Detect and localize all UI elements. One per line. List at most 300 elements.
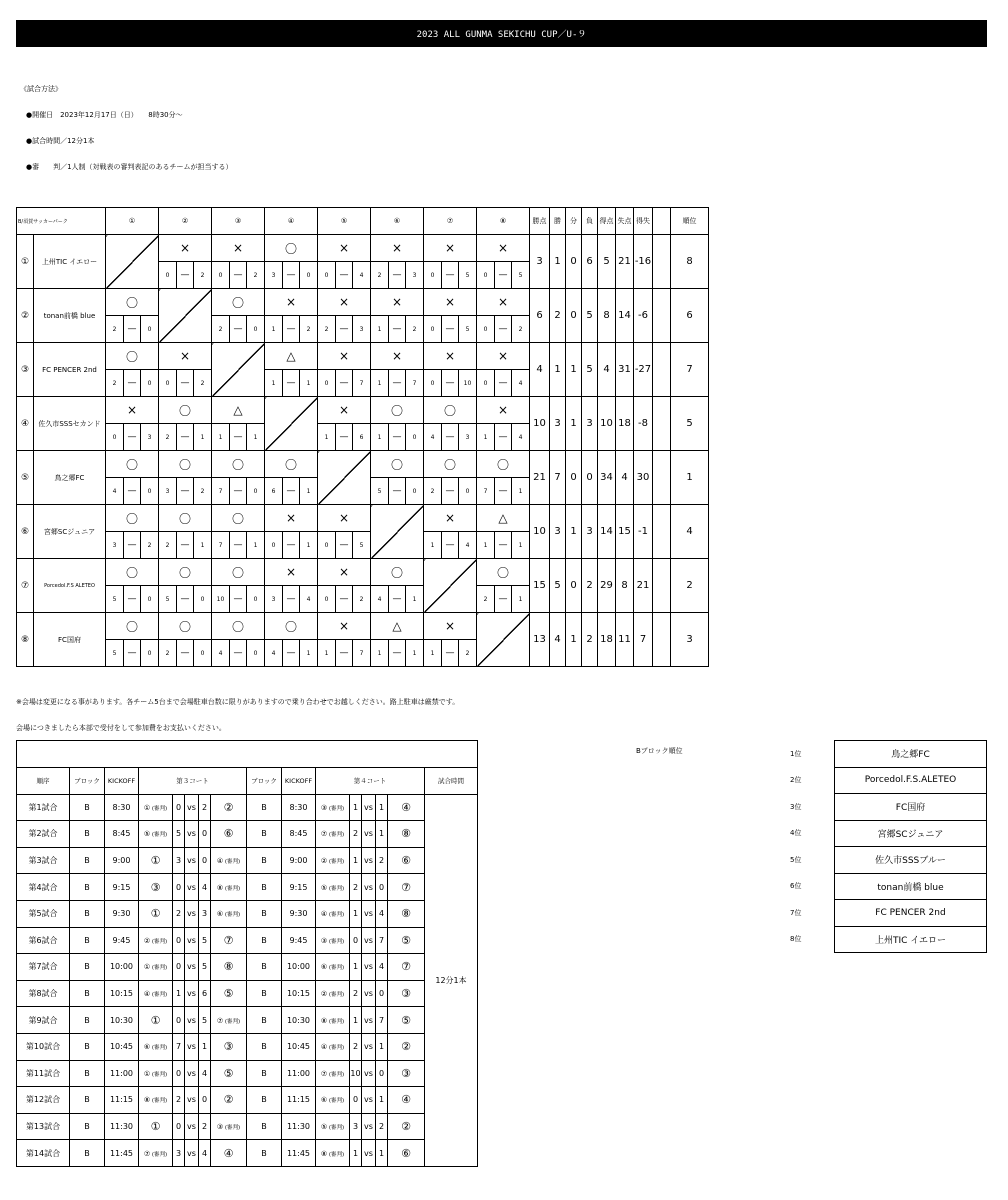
rank-position: 6位 xyxy=(790,882,802,891)
team-number: ④ xyxy=(401,1093,411,1107)
referee-mark: (審判) xyxy=(327,1125,345,1132)
team-number: ⑧ xyxy=(223,960,234,974)
team-number: ⑦ xyxy=(401,960,411,974)
referee-mark: (審判) xyxy=(327,1045,345,1052)
match-team xyxy=(139,980,173,1007)
match-block: B xyxy=(70,874,105,901)
referee-mark: (審判) xyxy=(327,1151,345,1158)
score-home: 3 xyxy=(350,1113,362,1140)
goals-against: 0 xyxy=(406,478,424,505)
match-kickoff: 11:30 xyxy=(105,1113,139,1140)
stat-header: 勝 xyxy=(550,208,566,235)
score-dash: — xyxy=(442,478,459,505)
goals-for: 5 xyxy=(106,586,124,613)
team-number: ⑤ xyxy=(320,883,328,892)
match-block: B xyxy=(247,927,282,954)
goals-against: 3 xyxy=(353,316,371,343)
goals-for: 1 xyxy=(265,370,283,397)
rank-team: tonan前橋 blue xyxy=(835,873,987,900)
score-home: 2 xyxy=(350,821,362,848)
league-table xyxy=(16,207,709,667)
match-kickoff: 9:45 xyxy=(282,927,316,954)
team-stat: 15 xyxy=(616,505,634,559)
match-kickoff: 9:00 xyxy=(282,847,316,874)
score-home: 2 xyxy=(173,1087,185,1114)
team-number: ⑥ xyxy=(223,827,234,841)
team-stat: 1 xyxy=(566,505,582,559)
score-dash: — xyxy=(442,640,459,667)
team-stat: 2 xyxy=(582,613,598,667)
match-kickoff: 8:30 xyxy=(282,794,316,821)
result-symbol: × xyxy=(424,505,477,532)
result-symbol: 〇 xyxy=(212,559,265,586)
referee-mark: (審判) xyxy=(327,1098,345,1105)
goals-for: 1 xyxy=(318,424,336,451)
score-home: 5 xyxy=(173,821,185,848)
score-dash: — xyxy=(336,370,353,397)
match-kickoff: 10:45 xyxy=(105,1033,139,1060)
result-symbol: × xyxy=(318,289,371,316)
goals-against: 0 xyxy=(247,586,265,613)
goals-for: 5 xyxy=(371,478,389,505)
score-away: 0 xyxy=(199,847,211,874)
match-team xyxy=(316,1140,350,1167)
result-symbol: × xyxy=(424,343,477,370)
goals-for: 1 xyxy=(477,532,495,559)
goals-against: 2 xyxy=(194,262,212,289)
match-team xyxy=(211,1140,247,1167)
match-block: B xyxy=(70,847,105,874)
referee-mark: (審判) xyxy=(327,912,345,919)
goals-against: 1 xyxy=(194,424,212,451)
opponent-header: ③ xyxy=(212,208,265,235)
score-dash: — xyxy=(442,262,459,289)
goals-for: 0 xyxy=(477,262,495,289)
team-stat: 18 xyxy=(616,397,634,451)
score-away: 0 xyxy=(199,1087,211,1114)
result-symbol: × xyxy=(265,289,318,316)
match-team xyxy=(211,954,247,981)
score-dash: — xyxy=(442,370,459,397)
match-team xyxy=(139,1060,173,1087)
match-kickoff: 10:30 xyxy=(282,1007,316,1034)
team-stat: 2 xyxy=(582,559,598,613)
goals-for: 4 xyxy=(371,586,389,613)
match-team xyxy=(388,821,425,848)
goals-against: 5 xyxy=(459,316,477,343)
score-home: 0 xyxy=(350,1087,362,1114)
goals-against: 0 xyxy=(406,424,424,451)
team-stat: 10 xyxy=(530,397,550,451)
team-stat xyxy=(653,559,671,613)
score-dash: — xyxy=(230,424,247,451)
goals-against: 2 xyxy=(459,640,477,667)
score-away: 4 xyxy=(199,874,211,901)
match-block: B xyxy=(247,874,282,901)
rank-position: 7位 xyxy=(790,908,802,917)
goals-against: 4 xyxy=(300,586,318,613)
info-referee: ●審 判／1人制（対戦表の審判表記のあるチームが担当する） xyxy=(26,163,233,171)
score-dash: — xyxy=(283,586,300,613)
result-symbol: × xyxy=(477,289,530,316)
team-number: ① xyxy=(143,1069,151,1078)
score-dash: — xyxy=(124,586,141,613)
match-kickoff: 9:30 xyxy=(282,900,316,927)
stat-header: 得点 xyxy=(598,208,616,235)
opponent-header: ① xyxy=(106,208,159,235)
match-team xyxy=(388,900,425,927)
team-number: ⑥ xyxy=(17,505,34,559)
goals-against: 10 xyxy=(459,370,477,397)
result-symbol: 〇 xyxy=(212,613,265,640)
match-kickoff: 10:15 xyxy=(105,980,139,1007)
team-number: ⑥ xyxy=(320,1096,328,1105)
goals-for: 0 xyxy=(159,262,177,289)
score-home: 1 xyxy=(350,847,362,874)
goals-against: 2 xyxy=(141,532,159,559)
rank-team: FC PENCER 2nd xyxy=(835,900,987,927)
result-symbol: × xyxy=(318,613,371,640)
score-dash: — xyxy=(336,424,353,451)
team-name: FC国府 xyxy=(34,613,106,667)
goals-against: 7 xyxy=(353,370,371,397)
goals-for: 5 xyxy=(159,586,177,613)
vs-label: vs xyxy=(185,821,199,848)
team-stat: 18 xyxy=(598,613,616,667)
goals-against: 0 xyxy=(141,316,159,343)
team-stat: 0 xyxy=(566,235,582,289)
goals-for: 3 xyxy=(265,262,283,289)
rank-position: 8位 xyxy=(790,935,802,944)
match-order: 第7試合 xyxy=(17,954,70,981)
result-symbol: 〇 xyxy=(265,451,318,478)
team-number: ⑧ xyxy=(320,1016,328,1025)
opponent-header: ② xyxy=(159,208,212,235)
score-away: 0 xyxy=(199,821,211,848)
goals-against: 1 xyxy=(300,478,318,505)
score-dash: — xyxy=(124,316,141,343)
result-symbol: × xyxy=(318,505,371,532)
team-number: ⑤ xyxy=(223,987,234,1001)
goals-against: 5 xyxy=(353,532,371,559)
team-number: ① xyxy=(150,854,161,868)
score-away: 4 xyxy=(376,954,388,981)
team-stat: 2 xyxy=(671,559,709,613)
goals-for: 2 xyxy=(106,316,124,343)
score-away: 5 xyxy=(199,954,211,981)
referee-mark: (審判) xyxy=(223,885,241,892)
goals-for: 4 xyxy=(212,640,230,667)
match-kickoff: 8:45 xyxy=(105,821,139,848)
team-number: ⑥ xyxy=(320,963,328,972)
score-away: 1 xyxy=(376,794,388,821)
team-number: ⑧ xyxy=(320,1149,328,1158)
diagonal-cell xyxy=(371,505,424,559)
score-dash: — xyxy=(495,424,512,451)
score-dash: — xyxy=(283,262,300,289)
goals-against: 3 xyxy=(459,424,477,451)
score-dash: — xyxy=(177,532,194,559)
team-number: ④ xyxy=(216,857,224,866)
team-stat: 1 xyxy=(550,235,566,289)
result-symbol: 〇 xyxy=(265,235,318,262)
vs-label: vs xyxy=(185,1113,199,1140)
match-block: B xyxy=(70,1060,105,1087)
goals-against: 2 xyxy=(300,316,318,343)
result-symbol: × xyxy=(318,343,371,370)
match-team xyxy=(316,1007,350,1034)
referee-mark: (審判) xyxy=(150,938,168,945)
match-team xyxy=(316,1060,350,1087)
score-home: 2 xyxy=(350,874,362,901)
info-duration: ●試合時間／12分1本 xyxy=(26,137,95,145)
goals-for: 0 xyxy=(106,424,124,451)
result-symbol: 〇 xyxy=(424,451,477,478)
team-stat: 29 xyxy=(598,559,616,613)
vs-label: vs xyxy=(362,1113,376,1140)
score-dash: — xyxy=(124,370,141,397)
goals-for: 0 xyxy=(318,262,336,289)
goals-against: 1 xyxy=(406,640,424,667)
schedule-table xyxy=(16,740,478,1167)
team-number: ④ xyxy=(320,1043,328,1052)
goals-for: 2 xyxy=(106,370,124,397)
goals-for: 0 xyxy=(477,316,495,343)
team-stat: 7 xyxy=(550,451,566,505)
team-name: 宮郷SCジュニア xyxy=(34,505,106,559)
goals-for: 1 xyxy=(371,316,389,343)
goals-against: 0 xyxy=(141,640,159,667)
team-number: ④ xyxy=(320,910,328,919)
score-dash: — xyxy=(230,478,247,505)
team-name: tonan前橋 blue xyxy=(34,289,106,343)
goals-against: 1 xyxy=(300,370,318,397)
referee-mark: (審判) xyxy=(327,885,345,892)
ranking-title: Bブロック順位 xyxy=(636,747,683,755)
result-symbol: × xyxy=(159,343,212,370)
venue-label: B/須賀サッカーパーク xyxy=(17,208,106,235)
team-stat xyxy=(653,289,671,343)
match-kickoff: 9:15 xyxy=(282,874,316,901)
match-block: B xyxy=(247,954,282,981)
match-team xyxy=(316,847,350,874)
goals-against: 1 xyxy=(300,532,318,559)
score-away: 2 xyxy=(376,1113,388,1140)
score-dash: — xyxy=(124,532,141,559)
score-dash: — xyxy=(177,586,194,613)
vs-label: vs xyxy=(185,980,199,1007)
match-team xyxy=(388,1060,425,1087)
score-home: 0 xyxy=(173,927,185,954)
match-block: B xyxy=(247,1033,282,1060)
score-away: 5 xyxy=(199,927,211,954)
goals-against: 1 xyxy=(194,532,212,559)
goals-against: 1 xyxy=(300,640,318,667)
score-dash: — xyxy=(495,370,512,397)
score-dash: — xyxy=(389,640,406,667)
result-symbol: 〇 xyxy=(106,613,159,640)
rank-position: 1位 xyxy=(790,749,802,758)
match-kickoff: 11:45 xyxy=(282,1140,316,1167)
match-order: 第2試合 xyxy=(17,821,70,848)
match-block: B xyxy=(70,1087,105,1114)
vs-label: vs xyxy=(185,1007,199,1034)
team-number: ④ xyxy=(223,1146,234,1160)
team-stat: 3 xyxy=(582,397,598,451)
goals-for: 4 xyxy=(424,424,442,451)
result-symbol: × xyxy=(424,235,477,262)
match-team xyxy=(211,1087,247,1114)
result-symbol: × xyxy=(477,397,530,424)
score-home: 2 xyxy=(350,1033,362,1060)
score-dash: — xyxy=(230,532,247,559)
team-number: ③ xyxy=(17,343,34,397)
score-dash: — xyxy=(230,316,247,343)
team-stat: 5 xyxy=(582,289,598,343)
score-dash: — xyxy=(124,478,141,505)
match-team xyxy=(211,927,247,954)
result-symbol: × xyxy=(106,397,159,424)
score-away: 0 xyxy=(376,874,388,901)
goals-for: 4 xyxy=(106,478,124,505)
team-stat: 3 xyxy=(550,397,566,451)
match-block: B xyxy=(247,1087,282,1114)
goals-against: 1 xyxy=(406,586,424,613)
match-kickoff: 11:00 xyxy=(105,1060,139,1087)
team-number: ⑥ xyxy=(216,910,224,919)
referee-mark: (審判) xyxy=(150,1045,168,1052)
team-number: ③ xyxy=(216,1123,224,1132)
match-kickoff: 10:00 xyxy=(105,954,139,981)
match-team xyxy=(388,980,425,1007)
team-stat: 4 xyxy=(616,451,634,505)
rank-team: 鳥之郷FC xyxy=(835,741,987,768)
team-stat: 30 xyxy=(634,451,653,505)
match-team xyxy=(316,794,350,821)
goals-for: 7 xyxy=(477,478,495,505)
match-team xyxy=(388,847,425,874)
team-number: ⑧ xyxy=(401,827,411,841)
result-symbol: 〇 xyxy=(106,289,159,316)
team-number: ⑤ xyxy=(223,1066,234,1080)
match-block: B xyxy=(70,1140,105,1167)
team-number: ⑦ xyxy=(143,1149,151,1158)
team-name: 鳥之郷FC xyxy=(34,451,106,505)
stat-header: 負 xyxy=(582,208,598,235)
match-order: 第14試合 xyxy=(17,1140,70,1167)
team-stat: -16 xyxy=(634,235,653,289)
match-team xyxy=(388,954,425,981)
match-team xyxy=(211,1113,247,1140)
team-stat: 14 xyxy=(616,289,634,343)
goals-for: 1 xyxy=(424,640,442,667)
team-stat: 3 xyxy=(550,505,566,559)
page-title: 2023 ALL GUNMA SEKICHU CUP／U-９ xyxy=(16,20,987,47)
goals-against: 0 xyxy=(247,316,265,343)
team-number: ③ xyxy=(401,1066,411,1080)
team-stat: 7 xyxy=(634,613,653,667)
match-team xyxy=(139,794,173,821)
result-symbol: × xyxy=(424,289,477,316)
score-dash: — xyxy=(283,370,300,397)
match-team xyxy=(139,954,173,981)
match-team xyxy=(388,1033,425,1060)
match-order: 第13試合 xyxy=(17,1113,70,1140)
stat-header: 得失 xyxy=(634,208,653,235)
team-stat: 5 xyxy=(550,559,566,613)
match-kickoff: 11:00 xyxy=(282,1060,316,1087)
score-dash: — xyxy=(442,316,459,343)
opponent-header: ⑤ xyxy=(318,208,371,235)
result-symbol: 〇 xyxy=(212,289,265,316)
rank-team: 佐久市SSSブルー xyxy=(835,847,987,874)
match-block: B xyxy=(247,847,282,874)
goals-against: 2 xyxy=(194,478,212,505)
match-block: B xyxy=(247,1113,282,1140)
match-kickoff: 10:15 xyxy=(282,980,316,1007)
score-home: 1 xyxy=(350,1140,362,1167)
team-stat: 0 xyxy=(566,289,582,343)
goals-against: 4 xyxy=(459,532,477,559)
diagonal-cell xyxy=(424,559,477,613)
match-team xyxy=(316,1087,350,1114)
team-number: ⑥ xyxy=(143,1043,151,1052)
goals-against: 0 xyxy=(141,586,159,613)
diagonal-cell xyxy=(318,451,371,505)
team-stat xyxy=(653,505,671,559)
match-team xyxy=(139,1007,173,1034)
diagonal-cell xyxy=(265,397,318,451)
match-team xyxy=(316,980,350,1007)
score-home: 1 xyxy=(350,954,362,981)
goals-for: 4 xyxy=(265,640,283,667)
goals-for: 2 xyxy=(212,316,230,343)
result-symbol: 〇 xyxy=(424,397,477,424)
team-number: ③ xyxy=(401,987,411,1001)
team-stat: 1 xyxy=(566,343,582,397)
goals-against: 4 xyxy=(353,262,371,289)
team-stat: 6 xyxy=(582,235,598,289)
rank-team: 宮郷SCジュニア xyxy=(835,820,987,847)
stat-header xyxy=(653,208,671,235)
team-stat xyxy=(653,613,671,667)
score-home: 7 xyxy=(173,1033,185,1060)
team-number: ② xyxy=(401,1040,411,1054)
match-team xyxy=(388,927,425,954)
team-stat: 7 xyxy=(671,343,709,397)
team-number: ④ xyxy=(401,800,411,814)
referee-mark: (審判) xyxy=(327,1071,345,1078)
match-team xyxy=(316,1113,350,1140)
stat-header: 順位 xyxy=(671,208,709,235)
result-symbol: 〇 xyxy=(477,559,530,586)
team-number: ① xyxy=(17,235,34,289)
team-stat: 10 xyxy=(598,397,616,451)
goals-against: 7 xyxy=(353,640,371,667)
match-team xyxy=(316,821,350,848)
match-block: B xyxy=(247,1140,282,1167)
score-home: 3 xyxy=(173,1140,185,1167)
result-symbol: × xyxy=(371,343,424,370)
score-home: 0 xyxy=(350,927,362,954)
match-block: B xyxy=(247,1060,282,1087)
score-home: 0 xyxy=(173,874,185,901)
match-order: 第4試合 xyxy=(17,874,70,901)
score-dash: — xyxy=(177,262,194,289)
team-stat xyxy=(653,343,671,397)
result-symbol: 〇 xyxy=(159,559,212,586)
referee-mark: (審判) xyxy=(327,859,345,866)
